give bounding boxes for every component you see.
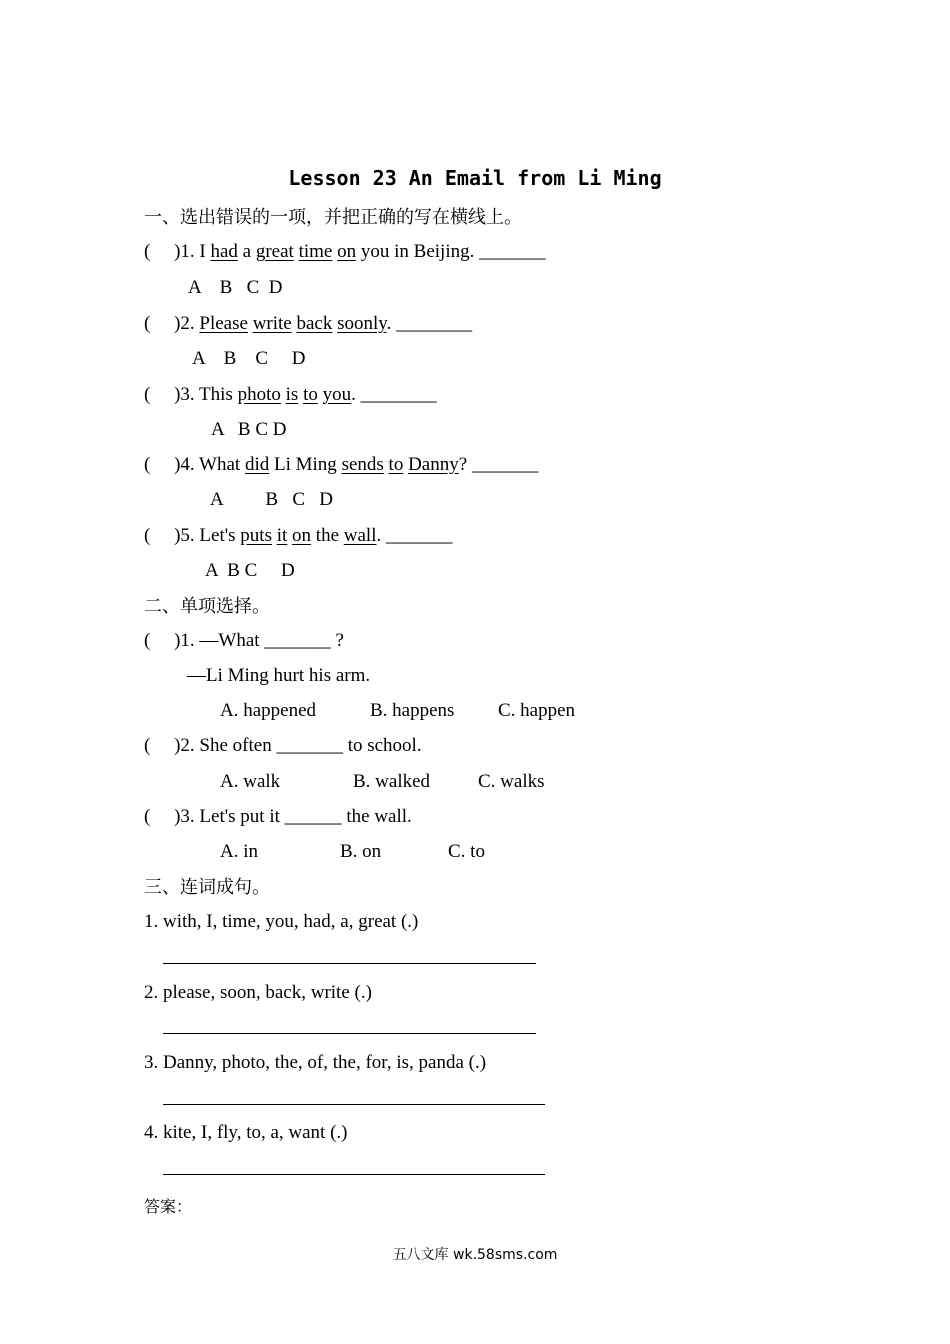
s2-q1-option-b: B. happens xyxy=(370,700,455,721)
s2-q2-option-a: A. walk xyxy=(220,771,281,792)
page-title: Lesson 23 An Email from Li Ming xyxy=(288,166,662,190)
s1-q3-letters: A B C D xyxy=(211,419,287,440)
section1-heading: 一、选出错误的一项，并把正确的写在横线上。 xyxy=(144,207,522,228)
s2-q3-option-a: A. in xyxy=(220,841,258,862)
s2-q3-option-b: B. on xyxy=(340,841,382,862)
s2-q3-option-c: C. to xyxy=(448,841,485,862)
section2-heading: 二、单项选择。 xyxy=(144,596,270,617)
s2-q1-option-a: A. happened xyxy=(220,700,317,721)
answer-blank-3[interactable] xyxy=(163,1104,545,1105)
s1-q2-letters: A B C D xyxy=(192,348,306,369)
s1-q1-letters: A B C D xyxy=(188,277,283,298)
s1-q5-letters: A B C D xyxy=(205,560,295,581)
footer-source: 五八文库 wk.58sms.com xyxy=(392,1247,558,1263)
section3-heading: 三、连词成句。 xyxy=(144,877,270,898)
s2-q1-reply: —Li Ming hurt his arm. xyxy=(187,665,371,686)
s2-q2-option-b: B. walked xyxy=(353,771,431,792)
s2-question-3: ( )3. Let's put it ______ the wall. xyxy=(144,806,412,827)
s1-question-3: ( )3. This photo is to you. ________ xyxy=(144,384,437,405)
s3-item-2: 2. please, soon, back, write (.) xyxy=(144,982,372,1003)
s2-q2-option-c: C. walks xyxy=(478,771,545,792)
s2-q1-option-c: C. happen xyxy=(498,700,576,721)
s1-question-1: ( )1. I had a great time on you in Beijing. _______ xyxy=(144,241,546,262)
s3-item-3: 3. Danny, photo, the, of, the, for, is, panda (.) xyxy=(144,1052,487,1073)
answer-label: 答案： xyxy=(144,1197,193,1216)
s3-item-4: 4. kite, I, fly, to, a, want (.) xyxy=(144,1122,348,1143)
s2-question-2: ( )2. She often _______ to school. xyxy=(144,735,422,756)
s3-item-1: 1. with, I, time, you, had, a, great (.) xyxy=(144,911,419,932)
answer-blank-2[interactable] xyxy=(163,1033,536,1034)
s1-question-2: ( )2. Please write back soonly. ________ xyxy=(144,313,473,334)
answer-blank-4[interactable] xyxy=(163,1174,545,1175)
s1-q4-letters: A B C D xyxy=(210,489,333,510)
s2-question-1: ( )1. —What _______ ? xyxy=(144,630,344,651)
answer-blank-1[interactable] xyxy=(163,963,536,964)
s1-question-5: ( )5. Let's puts it on the wall. _______ xyxy=(144,525,453,546)
s1-question-4: ( )4. What did Li Ming sends to Danny? _______ xyxy=(144,454,539,475)
